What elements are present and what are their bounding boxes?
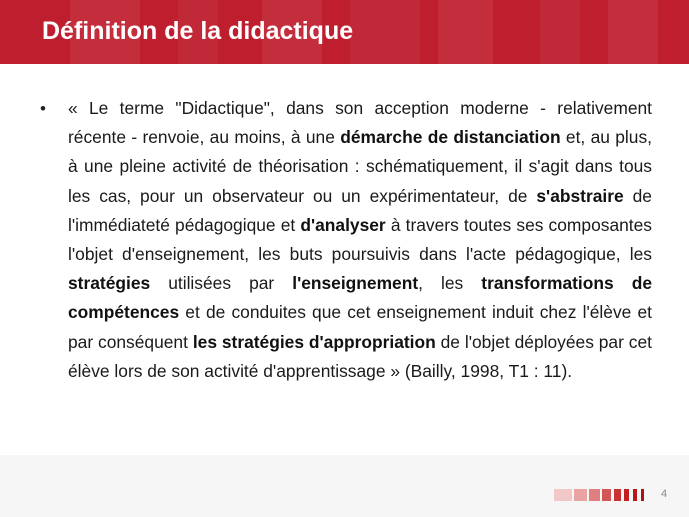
- text-run: utilisées par: [150, 273, 293, 294]
- banner-stripe: [350, 0, 420, 64]
- footer-bar: [614, 489, 621, 501]
- text-run: « Le terme "Didactique", dans son acception moderne - relativement récente - renvoie, au moins, à une: [68, 98, 652, 148]
- footer-bar: [633, 489, 637, 501]
- footer-bar: [624, 489, 629, 501]
- quote-paragraph: [68, 94, 652, 386]
- slide-content: [40, 94, 652, 386]
- text-run: et de conduites que cet enseignement induit chez l'élève et par conséquent: [68, 302, 652, 352]
- bold-term: les stratégies d'appropriation: [192, 331, 436, 352]
- bold-term: d'analyser: [300, 214, 386, 235]
- bold-term: l'enseignement: [292, 273, 419, 294]
- footer-bar: [574, 489, 587, 501]
- page-number: 4: [661, 488, 668, 500]
- footer-band: [0, 455, 689, 517]
- footer-bar: [589, 489, 600, 501]
- banner-stripe: [540, 0, 580, 64]
- slide-title: Définition de la didactique: [42, 17, 354, 45]
- bold-term: s'abstraire: [536, 185, 624, 206]
- bold-term: stratégies: [68, 273, 151, 294]
- title-banner: [0, 0, 689, 64]
- text-run: de l'objet déployées par cet élève lors de son activité d'apprentissage » (Bailly, 1998, T1 : 11).: [68, 331, 652, 381]
- footer-bar: [554, 489, 572, 501]
- bold-term: démarche de distanciation: [340, 127, 561, 148]
- footer-bar: [602, 489, 611, 501]
- footer-bar: [641, 489, 644, 501]
- banner-stripe: [438, 0, 493, 64]
- banner-stripe: [608, 0, 658, 64]
- text-run: à travers toutes ses composantes l'objet d'enseignement, les buts poursuivis dans l'acte pédagogique, les: [68, 214, 652, 265]
- bullet-marker: •: [40, 99, 46, 118]
- text-run: , les: [418, 273, 482, 294]
- bold-term: transformations de compétences: [68, 273, 652, 323]
- text-run: et, au plus, à une pleine activité de théorisation : schématiquement, il s'agit dans tous les cas, pour un observateur ou un expérimentateur, de: [68, 127, 652, 206]
- text-run: de l'immédiateté pédagogique et: [68, 185, 652, 235]
